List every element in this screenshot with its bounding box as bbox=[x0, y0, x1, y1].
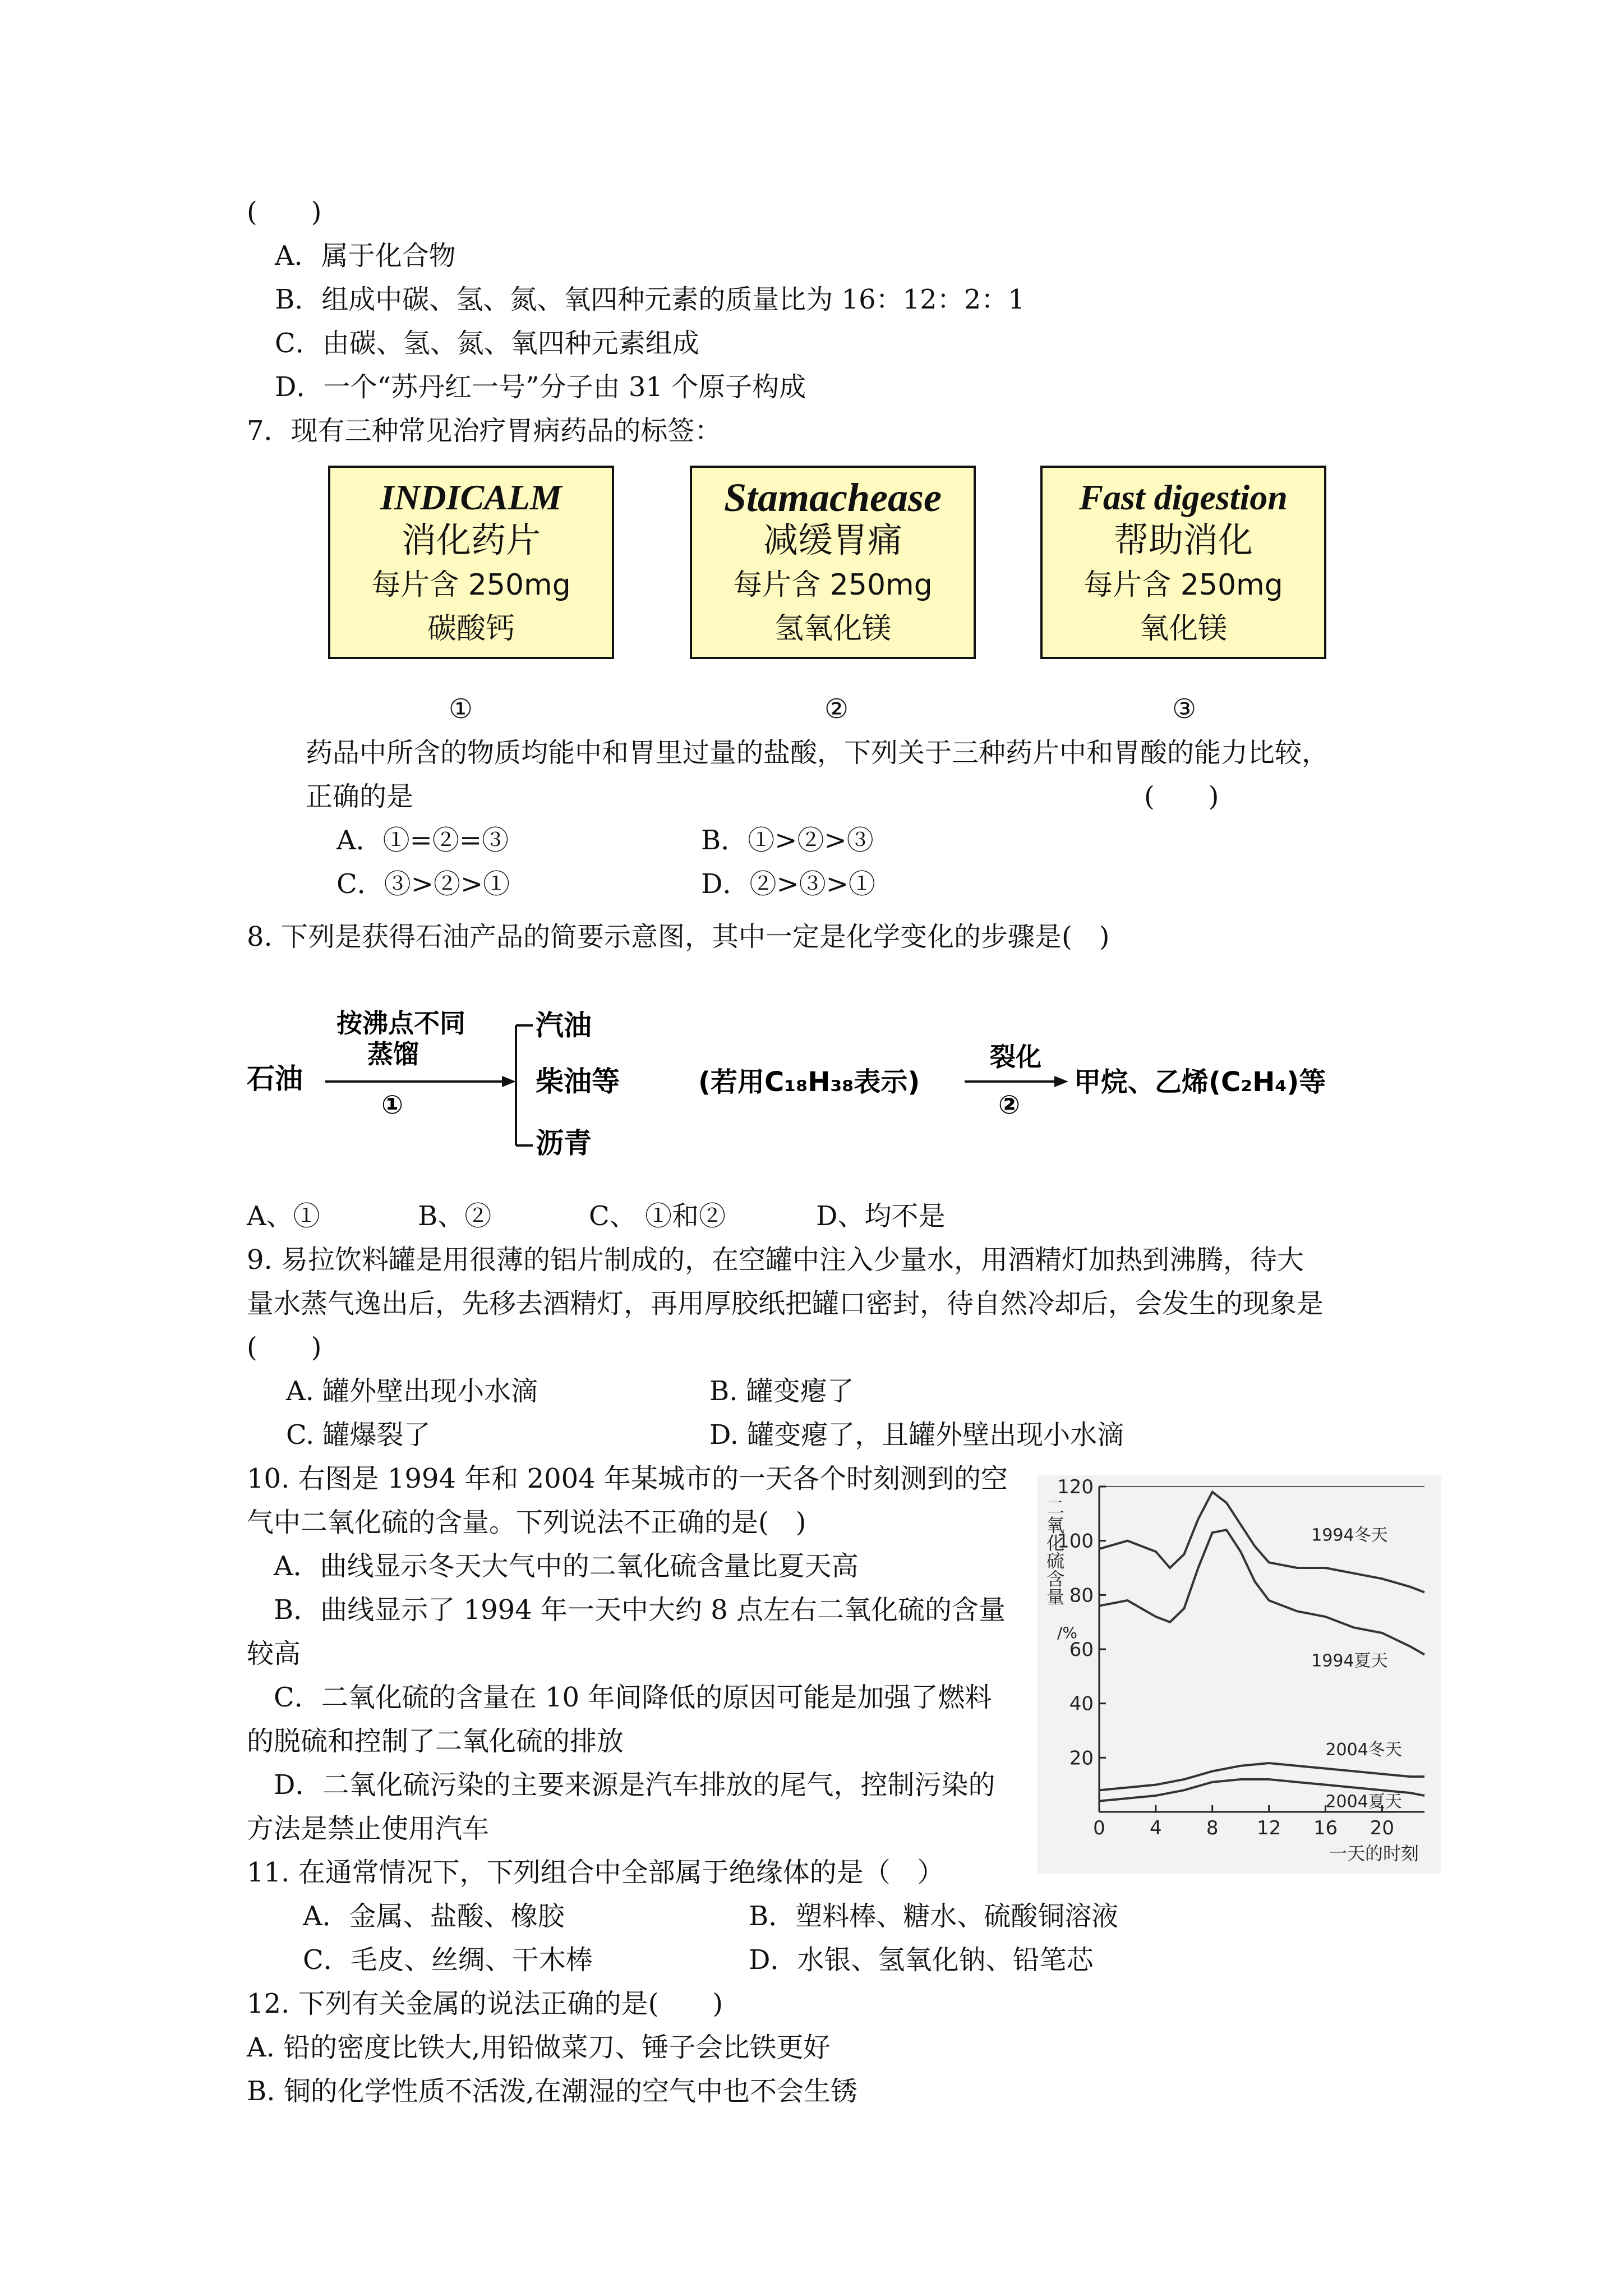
q6-option-a: A．属于化合物 bbox=[275, 240, 456, 272]
x-tick-label: 0 bbox=[1093, 1817, 1105, 1839]
medicine-label-2 bbox=[690, 466, 976, 659]
flow-product-asphalt: 沥青 bbox=[536, 1127, 592, 1159]
label-dose: 每片含 250mg bbox=[733, 568, 933, 602]
q9-option-c: C. 罐爆裂了 bbox=[286, 1419, 431, 1451]
q6-bracket: ( ) bbox=[247, 196, 322, 228]
q8-option-a: A、① bbox=[247, 1200, 320, 1232]
q7-bracket: ( ) bbox=[1144, 781, 1219, 812]
label-ingredient: 氧化镁 bbox=[1139, 612, 1227, 646]
q10-line: C．二氧化硫的含量在 10 年间降低的原因可能是加强了燃料 bbox=[247, 1682, 992, 1713]
q10-line: D．二氧化硫污染的主要来源是汽车排放的尾气，控制污染的 bbox=[247, 1769, 995, 1801]
label-dose: 每片含 250mg bbox=[1083, 568, 1283, 602]
series-label: 1994冬天 bbox=[1311, 1525, 1388, 1545]
x-tick-label: 12 bbox=[1256, 1817, 1281, 1839]
x-tick-label: 4 bbox=[1150, 1817, 1162, 1839]
q10-line: B．曲线显示了 1994 年一天中大约 8 点左右二氧化硫的含量 bbox=[247, 1594, 1006, 1626]
q11-option-a: A．金属、盐酸、橡胶 bbox=[303, 1901, 565, 1932]
q9-line1: 9. 易拉饮料罐是用很薄的铝片制成的，在空罐中注入少量水，用酒精灯加热到沸腾，待大 bbox=[247, 1244, 1304, 1276]
q6-option-c: C．由碳、氢、氮、氧四种元素组成 bbox=[275, 328, 699, 359]
flow-note: (若用C₁₈H₃₈表示) bbox=[698, 1066, 920, 1098]
series-label: 2004冬天 bbox=[1325, 1740, 1402, 1760]
label-name: 减缓胃痛 bbox=[763, 519, 902, 560]
q8-option-b: B、② bbox=[418, 1200, 492, 1232]
q9-option-a: A. 罐外壁出现小水滴 bbox=[286, 1375, 538, 1407]
x-tick-label: 8 bbox=[1206, 1817, 1219, 1839]
q8-option-d: D、均不是 bbox=[816, 1200, 946, 1232]
label-brand: Stamachease bbox=[724, 475, 942, 520]
flow-arrowhead-1 bbox=[502, 1076, 516, 1087]
flow-step2-label: 裂化 bbox=[990, 1042, 1041, 1072]
q9-bracket: ( ) bbox=[247, 1332, 322, 1363]
q10-line: 较高 bbox=[247, 1638, 301, 1669]
q12-option-a: A. 铅的密度比铁大,用铅做菜刀、锤子会比铁更好 bbox=[247, 2032, 831, 2063]
q7-option-b: B．①>②>③ bbox=[701, 825, 874, 856]
chart-y-axis-label: 二氧化硫含量 bbox=[1044, 1498, 1065, 1605]
q10-line: 气中二氧化硫的含量。下列说法不正确的是( ) bbox=[247, 1507, 806, 1538]
flow-arrowhead-2 bbox=[1054, 1076, 1068, 1087]
series-label: 2004夏天 bbox=[1325, 1792, 1402, 1812]
q6-option-b: B．组成中碳、氢、氮、氧四种元素的质量比为 16：12：2：1 bbox=[275, 284, 1025, 315]
label-name: 消化药片 bbox=[401, 519, 541, 560]
q9-line2: 量水蒸气逸出后，先移去酒精灯，再用厚胶纸把罐口密封，待自然冷却后，会发生的现象是 bbox=[247, 1288, 1324, 1319]
y-tick-label: 120 bbox=[1057, 1476, 1094, 1498]
q11-stem: 11. 在通常情况下，下列组合中全部属于绝缘体的是（ ） bbox=[247, 1857, 944, 1888]
y-tick-label: 20 bbox=[1069, 1747, 1094, 1770]
so2-line-chart bbox=[1038, 1475, 1441, 1874]
q12-option-b: B. 铜的化学性质不活泼,在潮湿的空气中也不会生锈 bbox=[247, 2076, 858, 2107]
label-ingredient: 氢氧化镁 bbox=[774, 612, 891, 646]
q7-text-line1: 药品中所含的物质均能中和胃里过量的盐酸，下列关于三种药片中和胃酸的能力比较， bbox=[306, 737, 1329, 769]
label-brand: Fast digestion bbox=[1079, 477, 1288, 517]
medicine-label-3 bbox=[1040, 466, 1326, 659]
flow-product-diesel: 柴油等 bbox=[536, 1065, 620, 1098]
flow-step2-num: ② bbox=[998, 1089, 1020, 1120]
q9-option-b: B. 罐变瘪了 bbox=[709, 1375, 854, 1407]
flow-source: 石油 bbox=[247, 1062, 303, 1095]
q12-stem: 12. 下列有关金属的说法正确的是( ) bbox=[247, 1988, 723, 2019]
flow-step1-label-a: 按沸点不同 bbox=[336, 1008, 465, 1038]
chart-x-axis-label: 一天的时刻 bbox=[1329, 1843, 1419, 1864]
q10-line: 的脱硫和控制了二氧化硫的排放 bbox=[247, 1726, 624, 1757]
q11-option-c: C．毛皮、丝绸、干木棒 bbox=[303, 1944, 593, 1976]
y-tick-label: 40 bbox=[1069, 1692, 1094, 1715]
label-ingredient: 碳酸钙 bbox=[427, 612, 515, 646]
petroleum-flow-diagram bbox=[241, 999, 1419, 1184]
q7-option-a: A．①=②=③ bbox=[336, 825, 509, 856]
flow-step1-label-b: 蒸馏 bbox=[367, 1039, 419, 1069]
label-dose: 每片含 250mg bbox=[371, 568, 571, 602]
q10-line: 方法是禁止使用汽车 bbox=[247, 1813, 490, 1844]
q7-text-line2: 正确的是 bbox=[306, 781, 414, 812]
chart-y-axis-unit: /% bbox=[1057, 1623, 1078, 1642]
y-tick-label: 100 bbox=[1057, 1530, 1094, 1553]
x-tick-label: 16 bbox=[1313, 1817, 1338, 1839]
q9-option-d: D. 罐变瘪了，且罐外壁出现小水滴 bbox=[709, 1419, 1124, 1451]
y-tick-label: 60 bbox=[1069, 1639, 1094, 1661]
medicine-label-1 bbox=[328, 466, 614, 659]
label-brand: INDICALM bbox=[380, 477, 562, 517]
x-tick-label: 20 bbox=[1370, 1817, 1394, 1839]
flow-product-gasoline: 汽油 bbox=[536, 1009, 592, 1042]
y-tick-label: 80 bbox=[1069, 1584, 1094, 1607]
label-mark-1: ① bbox=[449, 693, 473, 725]
flow-step1-num: ① bbox=[381, 1089, 403, 1120]
q7-option-c: C．③>②>① bbox=[336, 868, 510, 900]
q7-option-d: D．②>③>① bbox=[701, 868, 875, 900]
q11-option-d: D．水银、氢氧化钠、铅笔芯 bbox=[749, 1944, 1094, 1976]
flow-result: 甲烷、乙烯(C₂H₄)等 bbox=[1074, 1066, 1326, 1098]
q10-line: A．曲线显示冬天大气中的二氧化硫含量比夏天高 bbox=[247, 1550, 859, 1582]
series-label: 1994夏天 bbox=[1311, 1651, 1388, 1671]
q6-option-d: D．一个“苏丹红一号”分子由 31 个原子构成 bbox=[275, 371, 806, 403]
label-mark-3: ③ bbox=[1172, 693, 1197, 725]
q11-option-b: B．塑料棒、糖水、硫酸铜溶液 bbox=[749, 1901, 1119, 1932]
series-line bbox=[1099, 1763, 1424, 1790]
label-mark-2: ② bbox=[824, 693, 849, 725]
q7-stem: 7．现有三种常见治疗胃病药品的标签： bbox=[247, 415, 722, 447]
q8-stem: 8. 下列是获得石油产品的简要示意图，其中一定是化学变化的步骤是( ) bbox=[247, 921, 1110, 953]
q8-option-c: C、 ①和② bbox=[589, 1200, 726, 1232]
q10-line: 10. 右图是 1994 年和 2004 年某城市的一天各个时刻测到的空 bbox=[247, 1463, 1008, 1494]
label-name: 帮助消化 bbox=[1113, 519, 1253, 560]
